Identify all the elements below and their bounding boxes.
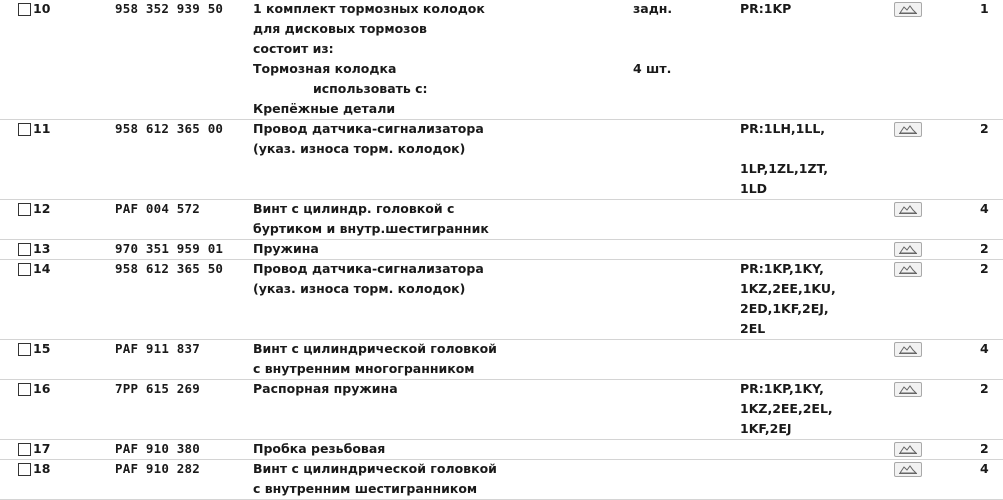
position-number: 12 xyxy=(33,201,51,216)
pr-code-line: 1LD xyxy=(740,181,768,196)
quantity: 4 xyxy=(980,201,989,216)
description-line: Винт с цилиндрической головкой xyxy=(253,341,497,356)
description: Распорная пружина xyxy=(253,381,398,396)
position-number: 18 xyxy=(33,461,51,476)
position-number: 17 xyxy=(33,441,51,456)
position-number: 13 xyxy=(33,241,51,256)
add-to-cart-button[interactable] xyxy=(894,202,922,217)
pr-code-line: 2ED,1KF,2EJ, xyxy=(740,301,829,316)
add-to-cart-button[interactable] xyxy=(894,382,922,397)
add-to-cart-button[interactable] xyxy=(894,2,922,17)
pr-code-line: 2EL xyxy=(740,321,766,336)
description-line: для дисковых тормозов xyxy=(253,21,427,36)
part-number[interactable]: 958 612 365 00 xyxy=(115,121,224,136)
remark-line xyxy=(633,20,672,40)
description-line: 1 комплект тормозных колодок xyxy=(253,1,485,16)
quantity: 2 xyxy=(980,241,989,256)
description-line: буртиком и внутр.шестигранник xyxy=(253,221,489,236)
row-checkbox[interactable] xyxy=(18,443,31,456)
row-checkbox[interactable] xyxy=(18,3,31,16)
cart-icon xyxy=(898,244,918,255)
row-checkbox[interactable] xyxy=(18,123,31,136)
pr-code-line xyxy=(740,140,828,160)
description: Пружина xyxy=(253,241,319,256)
remark xyxy=(633,0,672,80)
table-row xyxy=(0,440,1003,460)
pr-code-line: 1KF,2EJ xyxy=(740,421,792,436)
cart-icon xyxy=(898,4,918,15)
pr-code xyxy=(740,120,828,200)
description xyxy=(253,0,485,120)
add-to-cart-button[interactable] xyxy=(894,262,922,277)
pr-code-line: PR:1KP,1KY, xyxy=(740,261,824,276)
description xyxy=(253,260,484,300)
pr-code-line: 1LP,1ZL,1ZT, xyxy=(740,161,829,176)
description-line: Крепёжные детали xyxy=(253,101,396,116)
cart-icon xyxy=(898,384,918,395)
cart-icon xyxy=(898,464,918,475)
quantity: 2 xyxy=(980,261,989,276)
description: Пробка резьбовая xyxy=(253,441,386,456)
position-number: 14 xyxy=(33,261,51,276)
cart-icon xyxy=(898,444,918,455)
row-checkbox[interactable] xyxy=(18,463,31,476)
add-to-cart-button[interactable] xyxy=(894,442,922,457)
part-number[interactable]: 958 612 365 50 xyxy=(115,261,224,276)
pr-code xyxy=(740,260,836,340)
remark-line: 4 шт. xyxy=(633,61,672,76)
description xyxy=(253,120,484,160)
part-number[interactable]: PAF 910 380 xyxy=(115,441,200,456)
description-line: с внутренним шестигранником xyxy=(253,481,478,496)
part-number[interactable]: 958 352 939 50 xyxy=(115,1,224,16)
position-number: 15 xyxy=(33,341,51,356)
description-line: (указ. износа торм. колодок) xyxy=(253,281,466,296)
pr-code xyxy=(740,380,833,440)
position-number: 16 xyxy=(33,381,51,396)
table-row xyxy=(0,260,1003,340)
table-row xyxy=(0,0,1003,120)
quantity: 4 xyxy=(980,341,989,356)
table-row xyxy=(0,340,1003,380)
row-checkbox[interactable] xyxy=(18,243,31,256)
description-line: состоит из: xyxy=(253,41,334,56)
quantity: 2 xyxy=(980,121,989,136)
quantity: 2 xyxy=(980,441,989,456)
cart-icon xyxy=(898,264,918,275)
description-line: Провод датчика-сигнализатора xyxy=(253,121,484,136)
description xyxy=(253,460,497,500)
part-number[interactable]: PAF 911 837 xyxy=(115,341,200,356)
quantity: 1 xyxy=(980,1,989,16)
row-checkbox[interactable] xyxy=(18,383,31,396)
table-row xyxy=(0,200,1003,240)
pr-code: PR:1KP xyxy=(740,1,792,16)
cart-icon xyxy=(898,344,918,355)
pr-code-line: 1KZ,2EE,1KU, xyxy=(740,281,836,296)
position-number: 11 xyxy=(33,121,51,136)
add-to-cart-button[interactable] xyxy=(894,122,922,137)
description-line: с внутренним многогранником xyxy=(253,361,475,376)
cart-icon xyxy=(898,204,918,215)
position-number: 10 xyxy=(33,1,51,16)
remark-line xyxy=(633,40,672,60)
description-line: использовать с: xyxy=(313,81,428,96)
pr-code-line: PR:1LH,1LL, xyxy=(740,121,826,136)
add-to-cart-button[interactable] xyxy=(894,342,922,357)
cart-icon xyxy=(898,124,918,135)
description-line: Провод датчика-сигнализатора xyxy=(253,261,484,276)
quantity: 2 xyxy=(980,381,989,396)
description xyxy=(253,200,489,240)
row-checkbox[interactable] xyxy=(18,343,31,356)
table-row xyxy=(0,120,1003,200)
description-line: Тормозная колодка xyxy=(253,61,397,76)
row-checkbox[interactable] xyxy=(18,203,31,216)
description xyxy=(253,340,497,380)
description-line: Винт с цилиндр. головкой с xyxy=(253,201,455,216)
add-to-cart-button[interactable] xyxy=(894,462,922,477)
pr-code-line: PR:1KP,1KY, xyxy=(740,381,824,396)
table-row xyxy=(0,380,1003,440)
description-line: (указ. износа торм. колодок) xyxy=(253,141,466,156)
remark-line: задн. xyxy=(633,1,673,16)
quantity: 4 xyxy=(980,461,989,476)
add-to-cart-button[interactable] xyxy=(894,242,922,257)
part-number[interactable]: PAF 004 572 xyxy=(115,201,200,216)
part-number[interactable]: 7PP 615 269 xyxy=(115,381,200,396)
description-line: Винт с цилиндрической головкой xyxy=(253,461,497,476)
row-checkbox[interactable] xyxy=(18,263,31,276)
part-number[interactable]: PAF 910 282 xyxy=(115,461,200,476)
pr-code-line: 1KZ,2EE,2EL, xyxy=(740,401,833,416)
table-row xyxy=(0,240,1003,260)
table-row xyxy=(0,460,1003,500)
part-number[interactable]: 970 351 959 01 xyxy=(115,241,224,256)
